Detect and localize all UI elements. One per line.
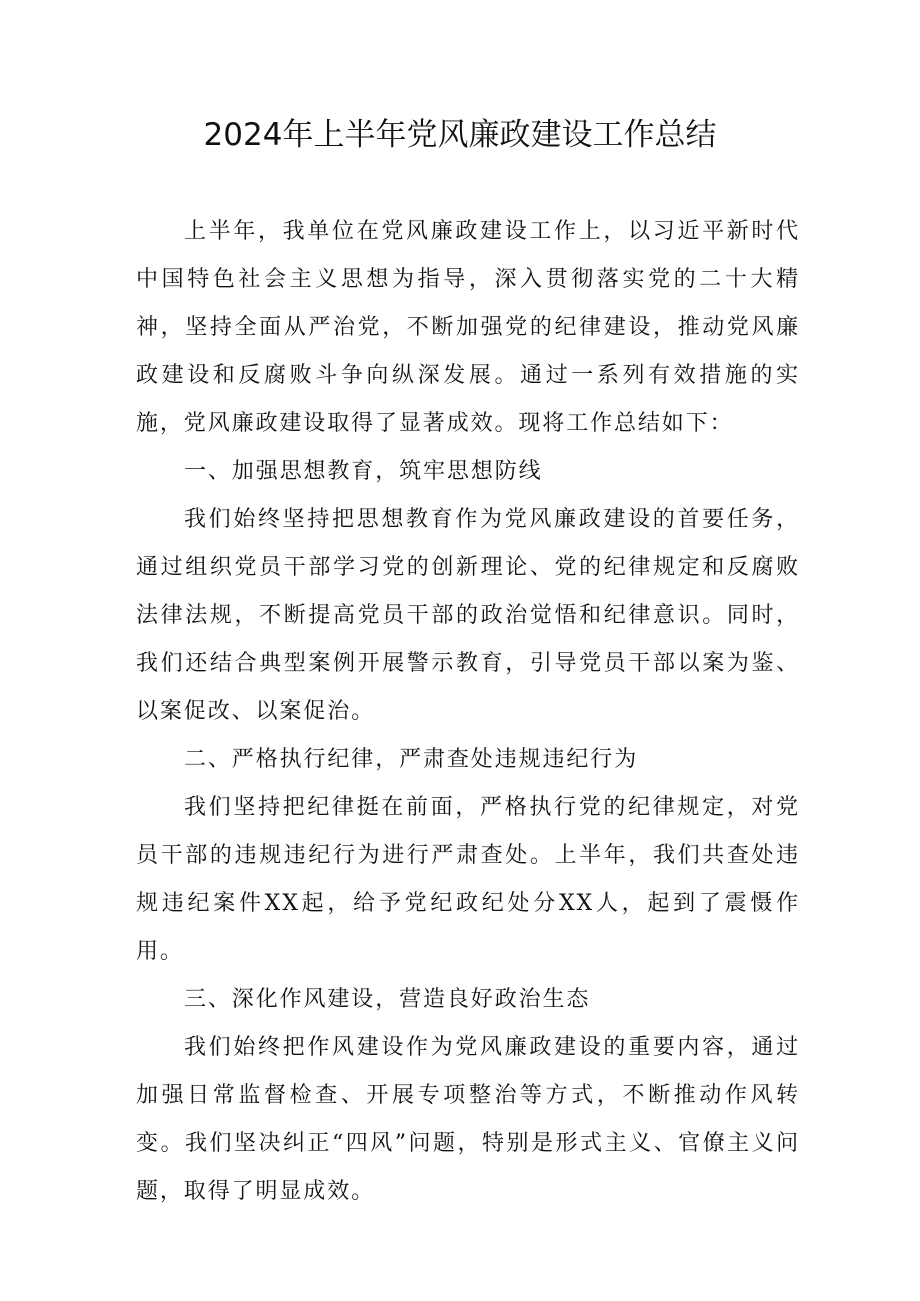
section-body-1: 我们始终坚持把思想教育作为党风廉政建设的首要任务，通过组织党员干部学习党的创新理论、党的纪律规定和反腐败法律法规，不断提高党员干部的政治觉悟和纪律意识。同时，我们还结合典型案例开展警示教育，引导党员干部以案为鉴、以案促改、以案促治。: [136, 507, 800, 724]
document-title: 2024年上半年党风廉政建设工作总结: [203, 117, 717, 153]
section-heading-3: 三、深化作风建设，营造良好政治生态: [184, 987, 591, 1012]
intro-paragraph: 上半年，我单位在党风廉政建设工作上，以习近平新时代中国特色社会主义思想为指导，深入贯彻落实党的二十大精神，坚持全面从严治党，不断加强党的纪律建设，推动党风廉政建设和反腐败斗争向纵深发展。通过一系列有效措施的实施，党风廉政建设取得了显著成效。现将工作总结如下：: [136, 219, 800, 436]
section-body-3: 我们始终把作风建设作为党风廉政建设的重要内容，通过加强日常监督检查、开展专项整治等方式，不断推动作风转变。我们坚决纠正“四风”问题，特别是形式主义、官僚主义问题，取得了明显成效。: [136, 1035, 800, 1204]
section-heading-2: 二、严格执行纪律，严肃查处违规违纪行为: [184, 747, 639, 772]
document-body: [136, 208, 800, 1216]
section-heading-1: 一、加强思想教育，筑牢思想防线: [184, 459, 543, 484]
section-body-2: 我们坚持把纪律挺在前面，严格执行党的纪律规定，对党员干部的违规违纪行为进行严肃查处。上半年，我们共查处违规违纪案件XX起，给予党纪政纪处分XX人，起到了震慑作用。: [136, 795, 800, 964]
